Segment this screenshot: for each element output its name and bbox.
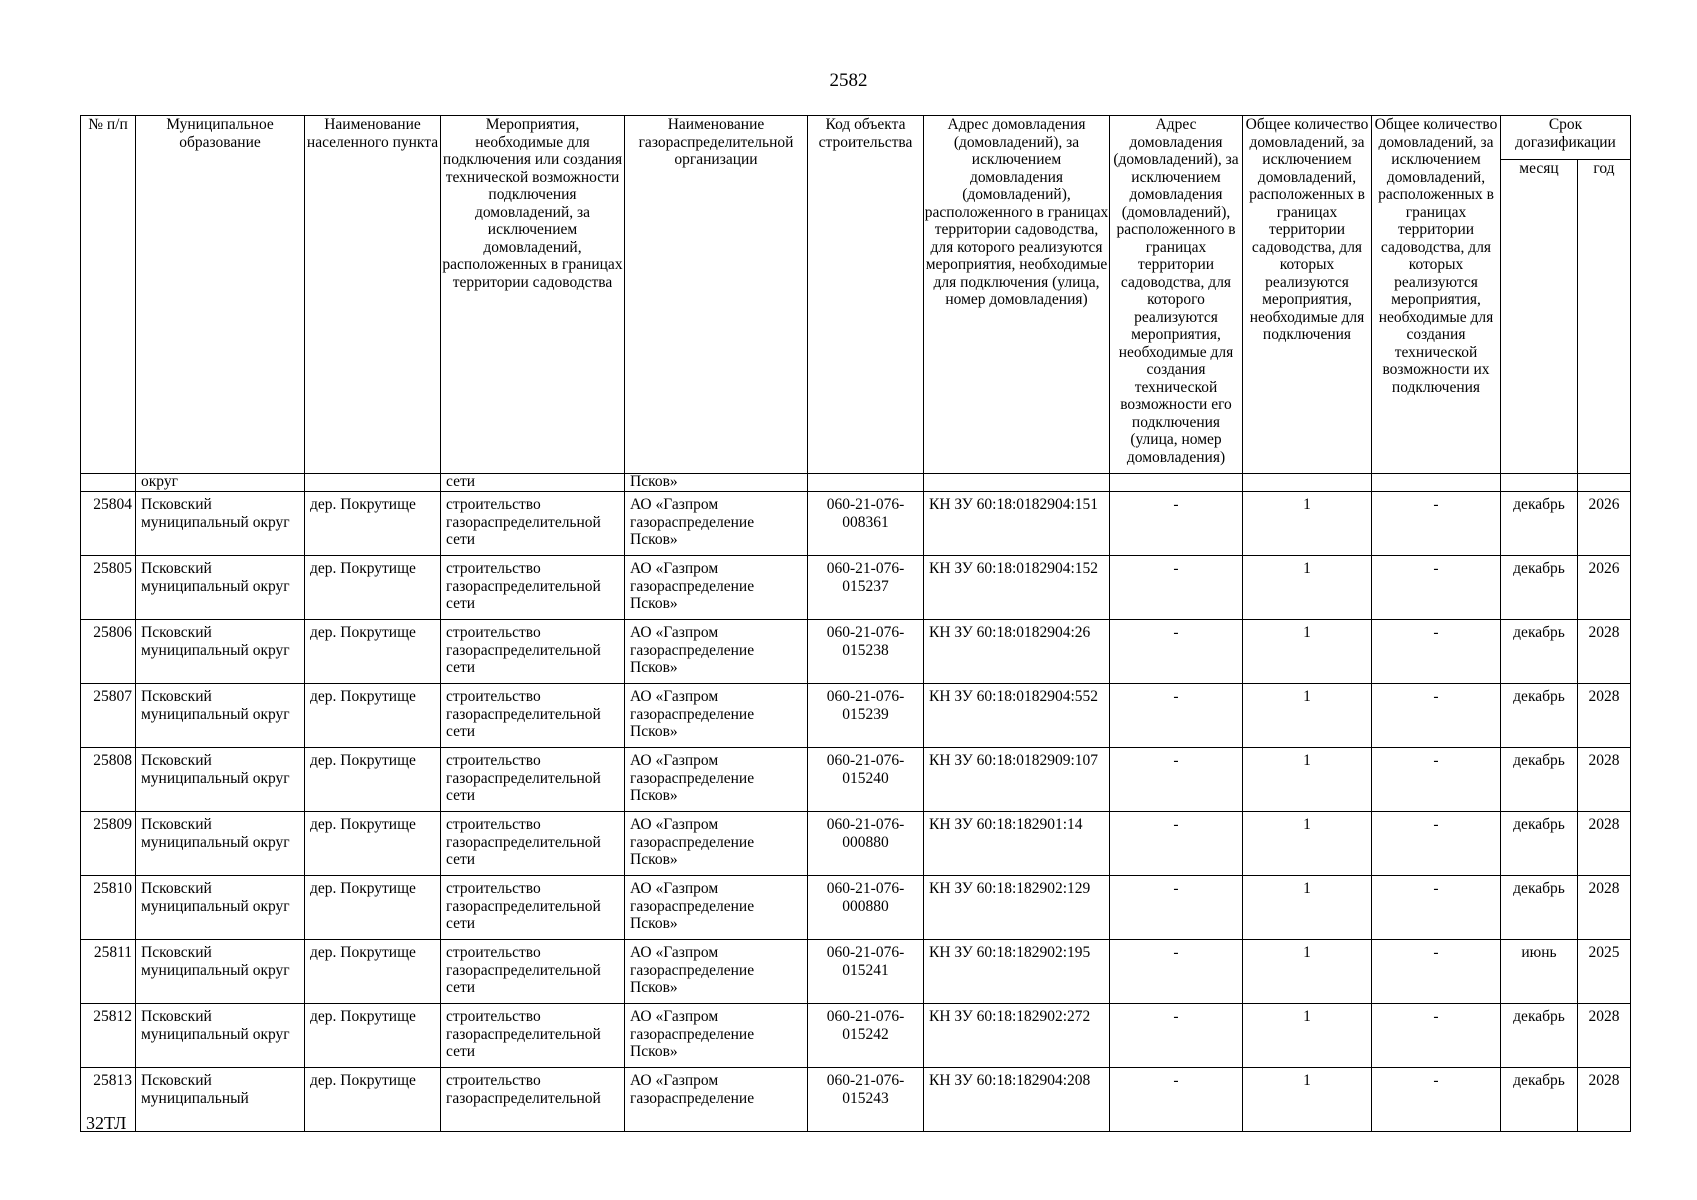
row-total-technical: - [1372, 812, 1501, 876]
table-row [81, 620, 1631, 684]
table-row [81, 492, 1631, 556]
row-address-connect: КН ЗУ 60:18:182901:14 [924, 812, 1110, 876]
row-year: 2028 [1578, 748, 1631, 812]
row-month: декабрь [1501, 1004, 1578, 1068]
row-number: 25806 [81, 620, 136, 684]
table-row [81, 748, 1631, 812]
row-settlement: дер. Покрутище [305, 556, 441, 620]
row-settlement: дер. Покрутище [305, 492, 441, 556]
row-gas-org: АО «Газпром газораспределение Псков» [625, 620, 808, 684]
table-row [81, 1068, 1631, 1132]
row-activities: строительство газораспределительной сети [441, 1004, 625, 1068]
row-year: 2026 [1578, 492, 1631, 556]
row-gas-org: АО «Газпром газораспределение Псков» [625, 1004, 808, 1068]
row-month: декабрь [1501, 876, 1578, 940]
row-month: декабрь [1501, 620, 1578, 684]
row-month: декабрь [1501, 812, 1578, 876]
row-total-connect: 1 [1243, 876, 1372, 940]
page-number: 2582 [829, 70, 868, 91]
row-activities: строительство газораспределительной сети [441, 556, 625, 620]
row-total-technical: - [1372, 620, 1501, 684]
table-row [81, 556, 1631, 620]
row-month: декабрь [1501, 1068, 1578, 1132]
gasification-table [80, 115, 1631, 1132]
row-settlement: дер. Покрутище [305, 940, 441, 1004]
table-row [81, 1004, 1631, 1068]
row-address-technical: - [1110, 940, 1243, 1004]
continuation-gas-org: Псков» [625, 474, 808, 492]
col-year-header: год [1578, 160, 1631, 474]
row-number: 25812 [81, 1004, 136, 1068]
row-month: июнь [1501, 940, 1578, 1004]
row-total-technical: - [1372, 1004, 1501, 1068]
row-municipality: Псковский муниципальный округ [136, 876, 305, 940]
row-total-connect: 1 [1243, 492, 1372, 556]
row-object-code: 060-21-076-000880 [808, 876, 924, 940]
row-gas-org: АО «Газпром газораспределение Псков» [625, 684, 808, 748]
row-settlement: дер. Покрутище [305, 1004, 441, 1068]
continuation-activities: сети [441, 474, 625, 492]
table-row [81, 684, 1631, 748]
row-object-code: 060-21-076-015243 [808, 1068, 924, 1132]
row-settlement: дер. Покрутище [305, 876, 441, 940]
row-address-connect: КН ЗУ 60:18:182904:208 [924, 1068, 1110, 1132]
row-activities: строительство газораспределительной сети [441, 940, 625, 1004]
row-address-technical: - [1110, 812, 1243, 876]
row-total-technical: - [1372, 940, 1501, 1004]
row-address-technical: - [1110, 684, 1243, 748]
continuation-row [81, 474, 1631, 492]
row-activities: строительство газораспределительной сети [441, 684, 625, 748]
continuation-municipality: округ [136, 474, 305, 492]
col-total-connect-header: Общее количество домовладений, за исключением домовладений, расположенных в границах территории садоводства, для которых реализуются мероприятия, необходимые для подключения [1243, 116, 1372, 474]
row-address-technical: - [1110, 620, 1243, 684]
row-activities: строительство газораспределительной [441, 1068, 625, 1132]
row-year: 2025 [1578, 940, 1631, 1004]
row-municipality: Псковский муниципальный [136, 1068, 305, 1132]
row-activities: строительство газораспределительной сети [441, 876, 625, 940]
row-year: 2028 [1578, 1004, 1631, 1068]
row-year: 2026 [1578, 556, 1631, 620]
row-address-technical: - [1110, 1068, 1243, 1132]
col-num-header: № п/п [81, 116, 136, 474]
row-gas-org: АО «Газпром газораспределение Псков» [625, 940, 808, 1004]
row-gas-org: АО «Газпром газораспределение Псков» [625, 492, 808, 556]
col-object-code-header: Код объекта строительства [808, 116, 924, 474]
col-activities-header: Мероприятия, необходимые для подключения или создания технической возможности подключения домовладений, за исключением домовладений, расположенных в границах территории садоводства [441, 116, 625, 474]
row-gas-org: АО «Газпром газораспределение Псков» [625, 556, 808, 620]
row-activities: строительство газораспределительной сети [441, 748, 625, 812]
row-settlement: дер. Покрутище [305, 684, 441, 748]
row-number: 25808 [81, 748, 136, 812]
col-address-technical-header: Адрес домовладения (домовладений), за исключением домовладения (домовладений), расположенного в границах территории садоводства, для которого реализуются мероприятия, необходимые для создания технической возможности его подключения (улица, номер домовладения) [1110, 116, 1243, 474]
row-month: декабрь [1501, 684, 1578, 748]
footer-code: 32ТЛ [86, 1113, 127, 1133]
row-activities: строительство газораспределительной сети [441, 812, 625, 876]
row-month: декабрь [1501, 556, 1578, 620]
row-year: 2028 [1578, 620, 1631, 684]
row-number: 25811 [81, 940, 136, 1004]
row-settlement: дер. Покрутище [305, 620, 441, 684]
table-body [81, 474, 1631, 1132]
row-month: декабрь [1501, 748, 1578, 812]
row-municipality: Псковский муниципальный округ [136, 940, 305, 1004]
row-address-connect: КН ЗУ 60:18:182902:129 [924, 876, 1110, 940]
col-settlement-header: Наименование населенного пункта [305, 116, 441, 474]
table-row [81, 812, 1631, 876]
row-municipality: Псковский муниципальный округ [136, 492, 305, 556]
row-year: 2028 [1578, 684, 1631, 748]
row-address-connect: КН ЗУ 60:18:182902:195 [924, 940, 1110, 1004]
row-municipality: Псковский муниципальный округ [136, 684, 305, 748]
row-municipality: Псковский муниципальный округ [136, 1004, 305, 1068]
row-year: 2028 [1578, 1068, 1631, 1132]
row-object-code: 060-21-076-000880 [808, 812, 924, 876]
row-number: 25804 [81, 492, 136, 556]
col-total-technical-header: Общее количество домовладений, за исключением домовладений, расположенных в границах территории садоводства, для которых реализуются мероприятия, необходимые для создания технической возможности их подключения [1372, 116, 1501, 474]
row-municipality: Псковский муниципальный округ [136, 620, 305, 684]
row-municipality: Псковский муниципальный округ [136, 812, 305, 876]
row-object-code: 060-21-076-015238 [808, 620, 924, 684]
row-year: 2028 [1578, 812, 1631, 876]
row-total-technical: - [1372, 876, 1501, 940]
row-total-connect: 1 [1243, 620, 1372, 684]
row-object-code: 060-21-076-015242 [808, 1004, 924, 1068]
col-month-header: месяц [1501, 160, 1578, 474]
row-month: декабрь [1501, 492, 1578, 556]
col-address-connect-header: Адрес домовладения (домовладений), за исключением домовладения (домовладений), расположенного в границах территории садоводства, для которого реализуются мероприятия, необходимые для подключения (улица, номер домовладения) [924, 116, 1110, 474]
row-total-connect: 1 [1243, 940, 1372, 1004]
row-gas-org: АО «Газпром газораспределение Псков» [625, 876, 808, 940]
row-address-technical: - [1110, 1004, 1243, 1068]
row-address-connect: КН ЗУ 60:18:0182904:552 [924, 684, 1110, 748]
row-total-technical: - [1372, 684, 1501, 748]
row-number: 25805 [81, 556, 136, 620]
row-total-connect: 1 [1243, 1068, 1372, 1132]
row-settlement: дер. Покрутище [305, 812, 441, 876]
row-total-technical: - [1372, 1068, 1501, 1132]
row-number: 25809 [81, 812, 136, 876]
col-gas-org-header: Наименование газораспределительной организации [625, 116, 808, 474]
row-total-connect: 1 [1243, 748, 1372, 812]
row-total-connect: 1 [1243, 556, 1372, 620]
row-object-code: 060-21-076-015239 [808, 684, 924, 748]
row-address-connect: КН ЗУ 60:18:182902:272 [924, 1004, 1110, 1068]
table-row [81, 940, 1631, 1004]
row-address-technical: - [1110, 556, 1243, 620]
row-address-connect: КН ЗУ 60:18:0182904:152 [924, 556, 1110, 620]
table-header [81, 116, 1631, 474]
row-activities: строительство газораспределительной сети [441, 620, 625, 684]
row-total-connect: 1 [1243, 812, 1372, 876]
row-total-technical: - [1372, 492, 1501, 556]
row-number: 25810 [81, 876, 136, 940]
row-number: 25813 [81, 1068, 136, 1132]
row-municipality: Псковский муниципальный округ [136, 748, 305, 812]
row-address-technical: - [1110, 748, 1243, 812]
row-total-connect: 1 [1243, 684, 1372, 748]
row-gas-org: АО «Газпром газораспределение Псков» [625, 748, 808, 812]
table-row [81, 876, 1631, 940]
row-municipality: Псковский муниципальный округ [136, 556, 305, 620]
row-settlement: дер. Покрутище [305, 748, 441, 812]
row-settlement: дер. Покрутище [305, 1068, 441, 1132]
row-total-technical: - [1372, 556, 1501, 620]
row-object-code: 060-21-076-008361 [808, 492, 924, 556]
row-address-technical: - [1110, 492, 1243, 556]
row-total-technical: - [1372, 748, 1501, 812]
row-object-code: 060-21-076-015237 [808, 556, 924, 620]
row-address-technical: - [1110, 876, 1243, 940]
row-number: 25807 [81, 684, 136, 748]
row-address-connect: КН ЗУ 60:18:0182904:151 [924, 492, 1110, 556]
col-municipality-header: Муниципальное образование [136, 116, 305, 474]
row-address-connect: КН ЗУ 60:18:0182909:107 [924, 748, 1110, 812]
row-gas-org: АО «Газпром газораспределение [625, 1068, 808, 1132]
row-address-connect: КН ЗУ 60:18:0182904:26 [924, 620, 1110, 684]
row-total-connect: 1 [1243, 1004, 1372, 1068]
col-deadline-header: Срок догазификации [1501, 116, 1631, 160]
row-year: 2028 [1578, 876, 1631, 940]
row-gas-org: АО «Газпром газораспределение Псков» [625, 812, 808, 876]
row-object-code: 060-21-076-015241 [808, 940, 924, 1004]
row-activities: строительство газораспределительной сети [441, 492, 625, 556]
row-object-code: 060-21-076-015240 [808, 748, 924, 812]
